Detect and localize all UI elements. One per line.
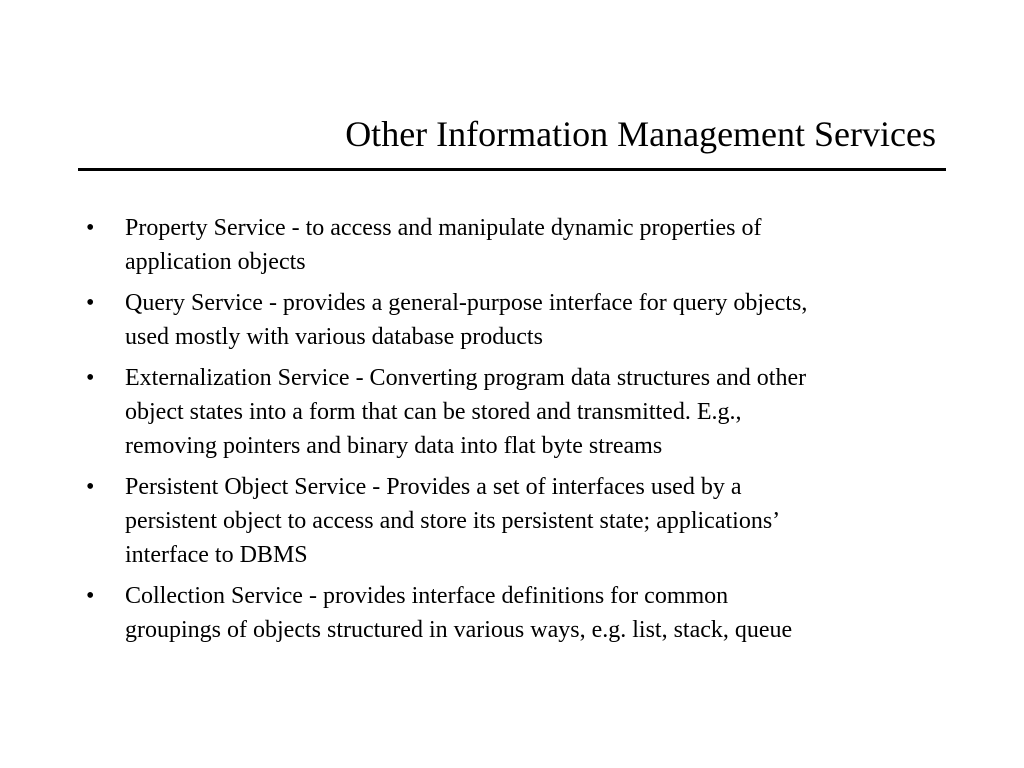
bullet-text: [125, 470, 945, 572]
slide-title: Other Information Management Services: [345, 114, 936, 154]
bullet-item-persistent-object-service: [0, 470, 945, 572]
bullet-list: [0, 211, 945, 654]
bullet-line: object states into a form that can be stored and transmitted. E.g.,: [125, 399, 742, 425]
bullet-line: groupings of objects structured in various ways, e.g. list, stack, queue: [125, 617, 793, 643]
bullet-text: [125, 286, 945, 354]
title-divider: [78, 168, 946, 171]
bullet-line: Collection Service - provides interface definitions for common: [125, 583, 729, 609]
bullet-item-collection-service: [0, 579, 945, 647]
bullet-line: application objects: [125, 249, 306, 275]
bullet-icon: •: [86, 365, 95, 391]
bullet-icon: •: [86, 583, 95, 609]
bullet-line: removing pointers and binary data into flat byte streams: [125, 433, 663, 459]
bullet-item-query-service: [0, 286, 945, 354]
bullet-text: [125, 211, 945, 279]
bullet-line: Externalization Service - Converting program data structures and other: [125, 365, 807, 391]
bullet-line: Persistent Object Service - Provides a set of interfaces used by a: [125, 474, 742, 500]
bullet-icon: •: [86, 215, 95, 241]
bullet-line: used mostly with various database products: [125, 324, 543, 350]
bullet-line: Property Service - to access and manipulate dynamic properties of: [125, 215, 762, 241]
bullet-line: interface to DBMS: [125, 542, 308, 568]
bullet-icon: •: [86, 290, 95, 316]
bullet-text: [125, 361, 945, 463]
bullet-icon: •: [86, 474, 95, 500]
bullet-line: persistent object to access and store its persistent state; applications’: [125, 508, 781, 534]
bullet-item-externalization-service: [0, 361, 945, 463]
bullet-text: [125, 579, 945, 647]
bullet-line: Query Service - provides a general-purpose interface for query objects,: [125, 290, 808, 316]
bullet-item-property-service: [0, 211, 945, 279]
